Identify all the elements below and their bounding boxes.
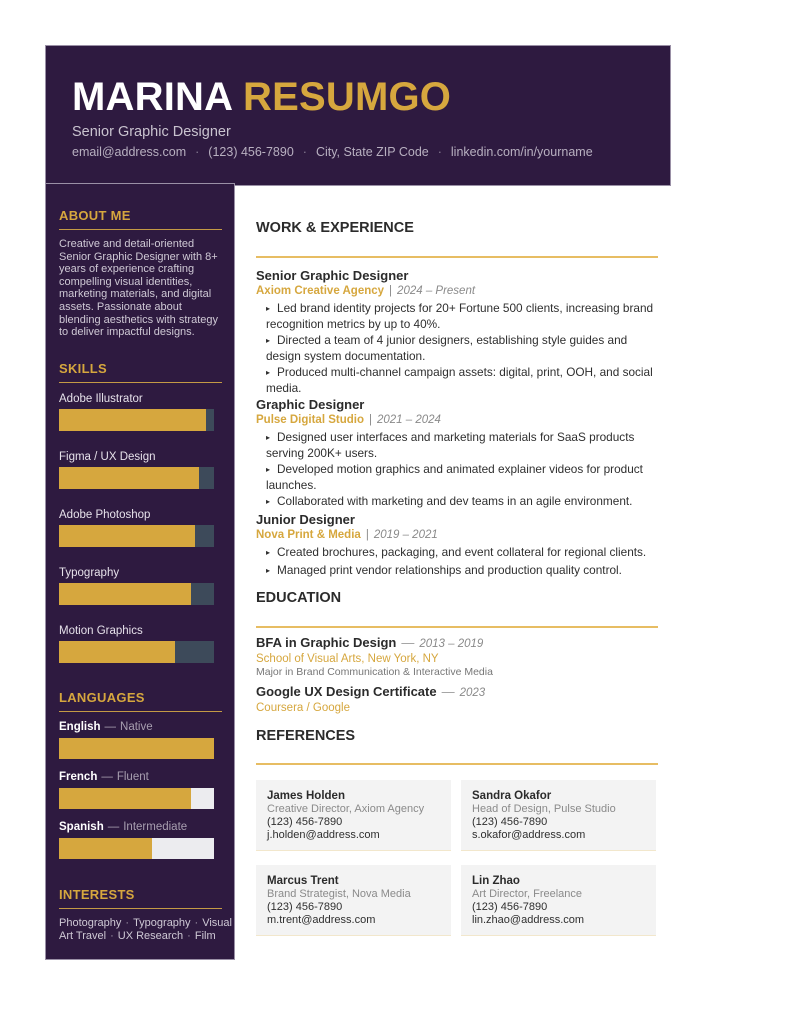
- bullet-triangle-icon: ▸: [266, 465, 271, 474]
- education-note: Major in Brand Communication & Interactive Media: [256, 666, 493, 678]
- bullet-text: Collaborated with marketing and dev teams in an agile environment.: [277, 494, 633, 508]
- degree: BFA in Graphic Design: [256, 635, 397, 650]
- reference-role: Head of Design, Pulse Studio: [472, 803, 616, 815]
- dash: —: [441, 684, 455, 699]
- school: Coursera / Google: [256, 702, 350, 714]
- separator: ·: [194, 916, 199, 929]
- job-title: Junior Designer: [256, 512, 355, 527]
- language-level: Fluent: [116, 770, 149, 783]
- language-bar: [59, 838, 214, 859]
- company-name: Axiom Creative Agency: [256, 285, 385, 297]
- education-dates: 2013 – 2019: [419, 638, 484, 650]
- language-bar-fill: [59, 838, 152, 859]
- dash: —: [101, 770, 113, 783]
- school: School of Visual Arts, New York, NY: [256, 653, 439, 665]
- company-name: Pulse Digital Studio: [256, 414, 364, 426]
- work-heading: WORK & EXPERIENCE: [256, 220, 414, 236]
- candidate-name: [72, 74, 451, 120]
- references-heading: REFERENCES: [256, 728, 356, 744]
- company-name: Nova Print & Media: [256, 529, 361, 541]
- separator: ·: [302, 145, 307, 159]
- contact-location: City, State ZIP Code: [315, 145, 429, 159]
- section-rule: [256, 256, 658, 258]
- reference-card: [461, 780, 656, 851]
- interest-item: UX Research: [117, 929, 184, 942]
- reference-card: [461, 865, 656, 936]
- bullet-triangle-icon: ▸: [266, 304, 271, 313]
- job-dates: 2024 – Present: [397, 285, 476, 297]
- bullet-text: Developed motion graphics and animated explainer videos for product launches.: [266, 462, 643, 492]
- bullet-text: Created brochures, packaging, and event collateral for regional clients.: [277, 545, 647, 559]
- job-bullets: [256, 301, 658, 395]
- education-entry: [256, 684, 658, 715]
- education-dates: 2023: [459, 687, 486, 699]
- skill-item: [59, 566, 222, 605]
- contact-phone: (123) 456-7890: [208, 145, 294, 159]
- job-dates: 2021 – 2024: [376, 414, 441, 426]
- job-entry: [256, 397, 658, 512]
- job-title: Senior Graphic Designer: [256, 268, 409, 283]
- bullet-text: Led brand identity projects for 20+ Fortune 500 clients, increasing brand recognition metrics by up to 40%.: [266, 301, 654, 331]
- skill-bar: [59, 583, 214, 605]
- reference-email[interactable]: lin.zhao@address.com: [472, 914, 585, 926]
- bullet-item: [256, 333, 658, 363]
- reference-name: Lin Zhao: [472, 875, 520, 887]
- interest-item: Visual Art Travel: [59, 916, 232, 942]
- language-name: French: [59, 770, 98, 783]
- skills-heading: SKILLS: [59, 361, 222, 383]
- skill-bar: [59, 641, 214, 663]
- section-rule: [256, 763, 658, 765]
- bullet-item: [256, 545, 658, 561]
- section-rule: [256, 626, 658, 628]
- reference-role: Creative Director, Axiom Agency: [267, 803, 425, 815]
- interest-item: Typography: [133, 916, 191, 929]
- bullet-triangle-icon: ▸: [266, 433, 271, 442]
- pipe-separator: |: [368, 414, 372, 426]
- reference-email[interactable]: m.trent@address.com: [267, 914, 376, 926]
- dash: —: [107, 820, 120, 833]
- about-heading: ABOUT ME: [59, 208, 222, 230]
- language-item: [59, 720, 222, 759]
- skill-label: Motion Graphics: [59, 624, 143, 637]
- skill-item: [59, 392, 222, 431]
- sidebar: [46, 184, 234, 959]
- reference-name: Sandra Okafor: [472, 790, 552, 802]
- language-item: [59, 820, 222, 859]
- reference-name: James Holden: [267, 790, 345, 802]
- separator: ·: [125, 916, 130, 929]
- bullet-triangle-icon: ▸: [266, 368, 271, 377]
- skill-bar-fill: [59, 409, 206, 431]
- language-item: [59, 770, 222, 809]
- reference-card: [256, 865, 451, 936]
- bullet-triangle-icon: ▸: [266, 336, 271, 345]
- skill-label: Figma / UX Design: [59, 450, 156, 463]
- bullet-triangle-icon: ▸: [266, 497, 271, 506]
- last-name: RESUMGO: [243, 75, 452, 119]
- language-bar-fill: [59, 738, 214, 759]
- bullet-item: [256, 365, 658, 395]
- skill-bar-fill: [59, 583, 191, 605]
- job-title: Senior Graphic Designer: [72, 124, 231, 140]
- reference-phone: (123) 456-7890: [267, 816, 343, 828]
- contact-line: [72, 145, 593, 159]
- education-heading: EDUCATION: [256, 590, 342, 606]
- dash: —: [104, 720, 117, 733]
- skill-bar: [59, 467, 214, 489]
- bullet-text: Produced multi-channel campaign assets: digital, print, OOH, and social media.: [266, 365, 653, 395]
- reference-phone: (123) 456-7890: [472, 816, 548, 828]
- reference-phone: (123) 456-7890: [267, 901, 343, 913]
- bullet-item: [256, 430, 658, 460]
- language-level: Intermediate: [123, 820, 188, 833]
- bullet-text: Designed user interfaces and marketing materials for SaaS products serving 200K+ users.: [266, 430, 635, 460]
- skill-label: Adobe Illustrator: [59, 392, 143, 405]
- language-bar-fill: [59, 788, 191, 809]
- resume-header: [46, 46, 670, 185]
- interests-list: [59, 916, 232, 943]
- skill-bar: [59, 409, 214, 431]
- reference-email[interactable]: j.holden@address.com: [267, 829, 380, 841]
- dash: —: [401, 635, 415, 650]
- separator: ·: [437, 145, 442, 159]
- education-entry: [256, 635, 658, 679]
- skill-bar-fill: [59, 641, 175, 663]
- separator: ·: [110, 929, 114, 942]
- job-title: Graphic Designer: [256, 397, 365, 412]
- language-bar: [59, 738, 214, 759]
- bullet-text: Managed print vendor relationships and production quality control.: [277, 563, 622, 577]
- skill-label: Typography: [59, 566, 120, 579]
- interests-heading: INTERESTS: [59, 887, 222, 909]
- reference-card: [256, 780, 451, 851]
- contact-email[interactable]: email@address.com: [72, 145, 187, 159]
- interest-item: Photography: [59, 916, 122, 929]
- skill-item: [59, 450, 222, 489]
- skill-item: [59, 624, 222, 663]
- language-bar: [59, 788, 214, 809]
- language-name: English: [59, 720, 101, 733]
- bullet-triangle-icon: ▸: [266, 566, 271, 575]
- interest-item: Film: [194, 929, 216, 942]
- skill-item: [59, 508, 222, 547]
- reference-email[interactable]: s.okafor@address.com: [472, 829, 586, 841]
- skill-bar: [59, 525, 214, 547]
- first-name: MARINA: [72, 75, 232, 119]
- bullet-item: [256, 563, 658, 579]
- reference-role: Brand Strategist, Nova Media: [267, 888, 411, 900]
- job-entry: [256, 268, 658, 397]
- skill-bar-fill: [59, 467, 199, 489]
- languages-heading: LANGUAGES: [59, 690, 222, 712]
- separator: ·: [187, 929, 191, 942]
- pipe-separator: |: [389, 285, 393, 297]
- job-bullets: [256, 545, 658, 579]
- language-level: Native: [120, 720, 153, 733]
- degree: Google UX Design Certificate: [256, 684, 437, 699]
- separator: ·: [195, 145, 200, 159]
- pipe-separator: |: [365, 529, 369, 541]
- reference-role: Art Director, Freelance: [472, 888, 583, 900]
- skill-label: Adobe Photoshop: [59, 508, 151, 521]
- skill-bar-fill: [59, 525, 195, 547]
- job-dates: 2019 – 2021: [373, 529, 438, 541]
- about-text: Creative and detail-oriented Senior Graphic Designer with 8+ years of experience crafting compelling visual identities, marketing materials, and digital assets. Passionate about blending aesthetics with strategy to deliver impactful designs.: [59, 238, 218, 339]
- bullet-item: [256, 462, 658, 492]
- bullet-item: [256, 494, 658, 510]
- bullet-triangle-icon: ▸: [266, 548, 271, 557]
- reference-name: Marcus Trent: [267, 875, 339, 887]
- job-entry: [256, 512, 658, 581]
- bullet-text: Directed a team of 4 junior designers, establishing style guides and design system documentation.: [266, 333, 628, 363]
- language-name: Spanish: [59, 820, 104, 833]
- contact-linkedin[interactable]: linkedin.com/in/yourname: [450, 145, 593, 159]
- job-bullets: [256, 430, 658, 510]
- reference-phone: (123) 456-7890: [472, 901, 548, 913]
- bullet-item: [256, 301, 658, 331]
